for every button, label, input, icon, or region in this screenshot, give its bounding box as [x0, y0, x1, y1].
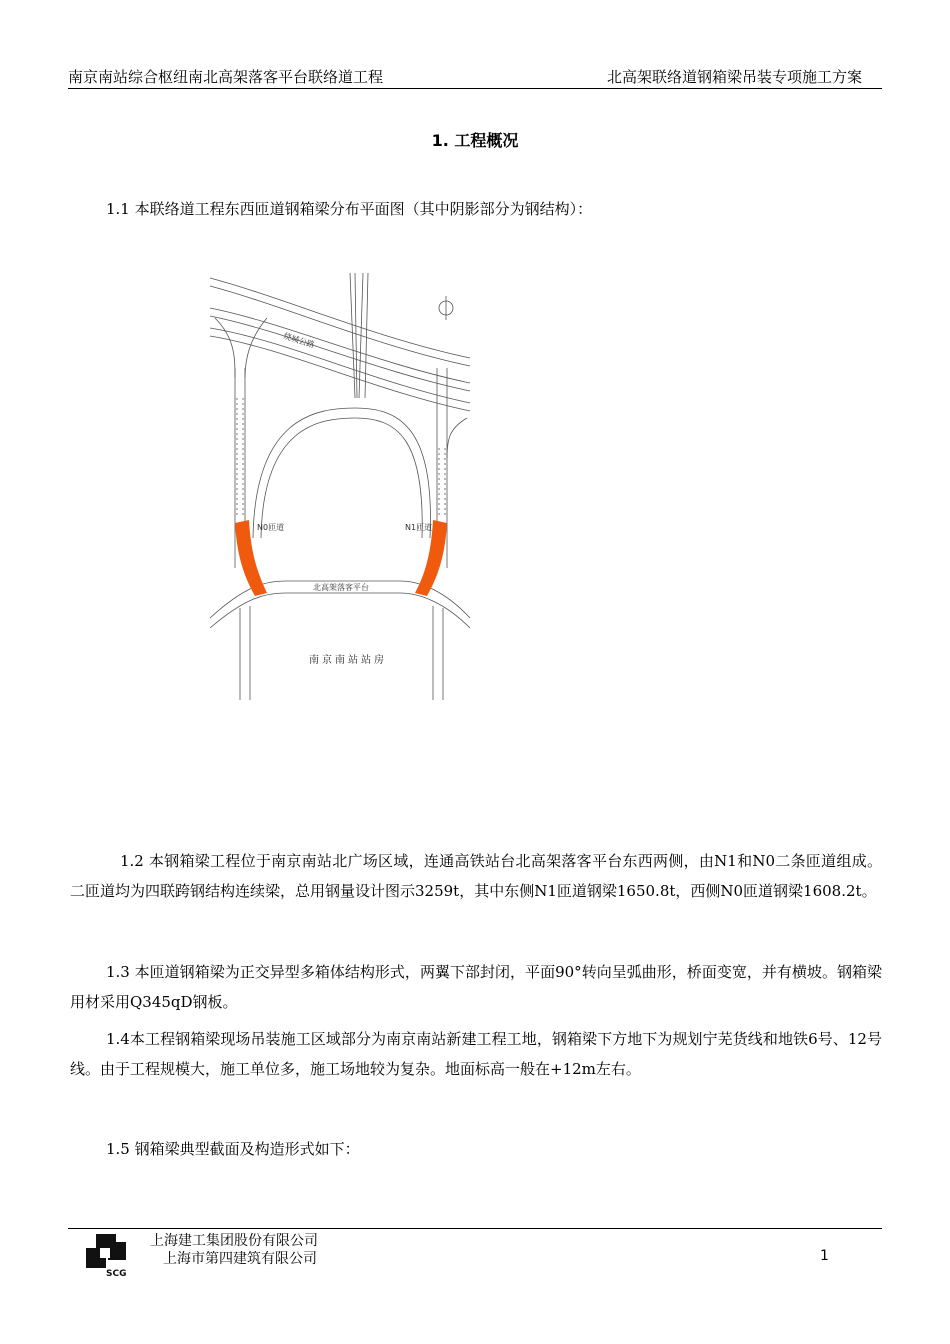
- paragraph-1-4: 1.4本工程钢箱梁现场吊装施工区域部分为南京南站新建工程工地，钢箱梁下方地下为规划宁芜货线和地铁6号、12号线。由于工程规模大，施工单位多，施工场地较为复杂。地面标高一般在+12m左右。: [70, 1030, 882, 1078]
- label-road: 绕城公路: [282, 331, 316, 350]
- page-number: 1: [820, 1248, 829, 1264]
- svg-text:SCG: SCG: [106, 1269, 127, 1278]
- scg-logo-icon: [82, 1232, 130, 1278]
- paragraph-1-3: 1.3 本匝道钢箱梁为正交异型多箱体结构形式，两翼下部封闭，平面90°转向呈弧曲形，桥面变宽，并有横坡。钢箱梁用材采用Q345qD钢板。: [70, 963, 882, 1011]
- header-rule: [68, 88, 882, 89]
- paragraph-1-2: 1.2 本钢箱梁工程位于南京南站北广场区域，连通高铁站台北高架落客平台东西两侧，由N1和N0二条匝道组成。二匝道均为四联跨钢结构连续梁，总用钢量设计图示3259t，其中东侧N1匝道钢梁1650.8t，西侧N0匝道钢梁1608.2t。: [70, 852, 882, 900]
- label-station: 南京南站站房: [309, 655, 387, 666]
- paragraph-1-5: 1.5 钢箱梁典型截面及构造形式如下：: [106, 1140, 360, 1158]
- footer-company-1: 上海建工集团股份有限公司: [150, 1233, 318, 1249]
- label-n0: N0匝道: [257, 523, 285, 532]
- steel-box-girder-plan-figure: [205, 268, 475, 700]
- footer-rule: [68, 1228, 882, 1229]
- label-platform: 北高架落客平台: [313, 583, 369, 592]
- section-title: 1. 工程概况: [431, 131, 519, 150]
- header-right-title: 北高架联络道钢箱梁吊装专项施工方案: [606, 68, 862, 86]
- paragraph-1-1: 1.1 本联络道工程东西匝道钢箱梁分布平面图（其中阴影部分为钢结构）：: [106, 200, 593, 218]
- footer-company-2: 上海市第四建筑有限公司: [163, 1251, 317, 1267]
- header-left-title: 南京南站综合枢纽南北高架落客平台联络道工程: [68, 68, 384, 86]
- label-n1: N1匝道: [405, 523, 433, 532]
